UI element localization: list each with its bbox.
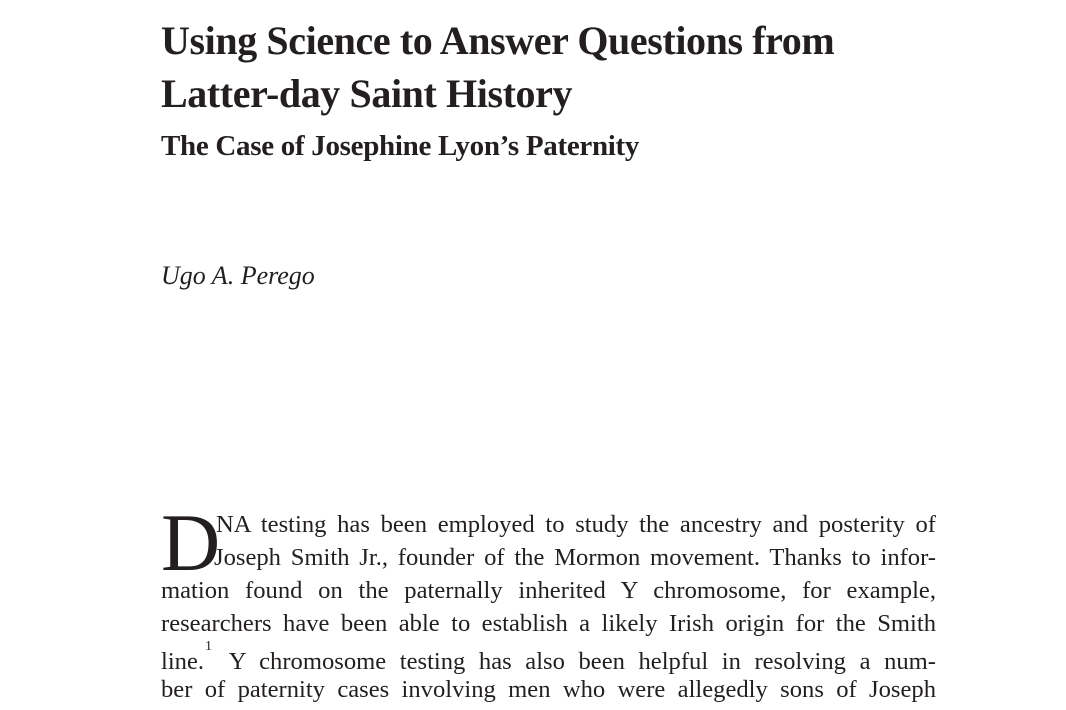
- article-title-line-2: Latter-day Saint History: [161, 71, 573, 116]
- article-subtitle: The Case of Josephine Lyon’s Paternity: [161, 130, 640, 162]
- body-line-5-start: line.: [161, 648, 205, 676]
- drop-cap: D: [161, 497, 221, 588]
- footnote-reference[interactable]: 1: [205, 639, 213, 654]
- author-name: Ugo A. Perego: [161, 261, 315, 290]
- article-title: [161, 14, 961, 120]
- body-line-2: Joseph Smith Jr., founder of the Mormon movement. Thanks to infor-: [214, 544, 936, 571]
- body-line-1: NA testing has been employed to study the ancestry and posterity of: [216, 511, 936, 538]
- body-line-5: [161, 639, 936, 676]
- body-line-3: mation found on the paternally inherited Y chromosome, for example,: [161, 577, 936, 604]
- body-line-4: researchers have been able to establish a likely Irish origin for the Smith: [161, 610, 936, 637]
- article-title-line-1: Using Science to Answer Questions from: [161, 18, 835, 63]
- body-paragraph: [161, 497, 936, 706]
- body-line-5-end: Y chromosome testing has also been helpful in resolving a num-: [228, 648, 936, 676]
- body-line-6: ber of paternity cases involving men who were allegedly sons of Joseph: [161, 676, 936, 703]
